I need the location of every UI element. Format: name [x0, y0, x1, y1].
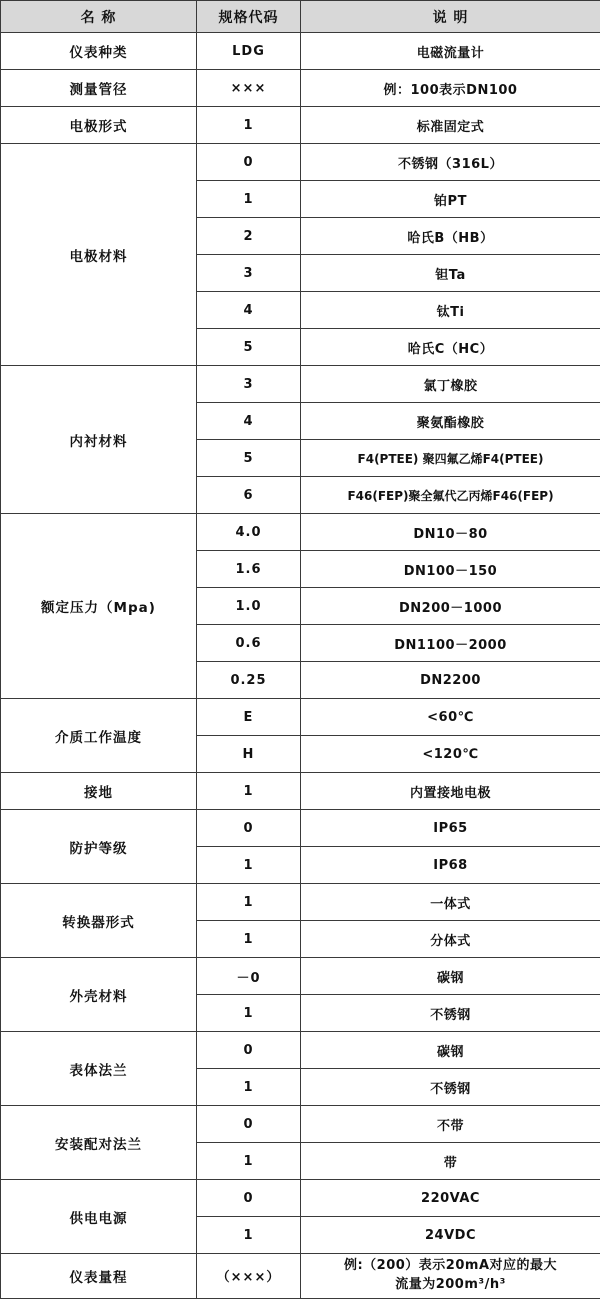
- spec-code-cell: H: [197, 736, 301, 773]
- spec-description-cell: 不锈钢: [301, 995, 600, 1032]
- spec-description-cell: 不带: [301, 1106, 600, 1143]
- spec-description-cell: 例：100表示DN100: [301, 70, 600, 107]
- table-row: [1, 958, 600, 995]
- row-group-name: 表体法兰: [1, 1032, 197, 1106]
- spec-code-cell: 0: [197, 144, 301, 181]
- spec-description-cell: 24VDC: [301, 1217, 600, 1254]
- spec-description-cell: IP68: [301, 847, 600, 884]
- spec-description-cell: 内置接地电极: [301, 773, 600, 810]
- row-group-name: 安装配对法兰: [1, 1106, 197, 1180]
- spec-description-cell: 不锈钢（316L）: [301, 144, 600, 181]
- spec-description-cell: <60℃: [301, 699, 600, 736]
- table-row: [1, 144, 600, 181]
- table-row: [1, 773, 600, 810]
- spec-description-cell: IP65: [301, 810, 600, 847]
- spec-description-cell: 钽Ta: [301, 255, 600, 292]
- row-group-name: 外壳材料: [1, 958, 197, 1032]
- spec-description-cell: 钛Ti: [301, 292, 600, 329]
- spec-description-cell: 带: [301, 1143, 600, 1180]
- description-line-1: 例:（200）表示20mA对应的最大: [305, 1257, 596, 1276]
- table-row: [1, 107, 600, 144]
- spec-code-cell: ×××: [197, 70, 301, 107]
- spec-description-cell: 哈氏C（HC）: [301, 329, 600, 366]
- spec-code-cell: 0: [197, 1180, 301, 1217]
- row-group-name: 介质工作温度: [1, 699, 197, 773]
- column-header-description: 说 明: [301, 1, 600, 33]
- spec-code-cell: 1: [197, 884, 301, 921]
- spec-description-cell: DN200－1000: [301, 588, 600, 625]
- spec-code-cell: 1.0: [197, 588, 301, 625]
- spec-description-cell: DN1100－2000: [301, 625, 600, 662]
- spec-description-cell: [301, 1254, 600, 1299]
- row-group-name: 防护等级: [1, 810, 197, 884]
- table-row: [1, 1032, 600, 1069]
- spec-code-cell: 1: [197, 1217, 301, 1254]
- spec-description-cell: DN2200: [301, 662, 600, 699]
- spec-code-cell: 4: [197, 292, 301, 329]
- spec-code-cell: 6: [197, 477, 301, 514]
- spec-description-cell: 铂PT: [301, 181, 600, 218]
- table-row: [1, 699, 600, 736]
- spec-description-cell: F4(PTEE) 聚四氟乙烯F4(PTEE): [301, 440, 600, 477]
- table-row: [1, 1254, 600, 1299]
- column-header-code: 规格代码: [197, 1, 301, 33]
- row-group-name: 电极材料: [1, 144, 197, 366]
- spec-code-cell: （×××）: [197, 1254, 301, 1299]
- row-group-name: 转换器形式: [1, 884, 197, 958]
- spec-code-cell: 0: [197, 1106, 301, 1143]
- spec-code-cell: 1: [197, 181, 301, 218]
- spec-code-cell: 0: [197, 810, 301, 847]
- table-body: [1, 33, 600, 1299]
- spec-description-cell: 哈氏B（HB）: [301, 218, 600, 255]
- row-group-name: 额定压力（Mpa): [1, 514, 197, 699]
- spec-code-cell: LDG: [197, 33, 301, 70]
- table-row: [1, 810, 600, 847]
- spec-code-cell: 1.6: [197, 551, 301, 588]
- table-row: [1, 884, 600, 921]
- spec-description-cell: <120℃: [301, 736, 600, 773]
- spec-description-cell: F46(FEP)聚全氟代乙丙烯F46(FEP): [301, 477, 600, 514]
- row-group-name: 仪表量程: [1, 1254, 197, 1299]
- spec-code-cell: 4: [197, 403, 301, 440]
- spec-description-cell: DN10－80: [301, 514, 600, 551]
- row-group-name: 测量管径: [1, 70, 197, 107]
- spec-code-cell: 1: [197, 995, 301, 1032]
- column-header-name: 名 称: [1, 1, 197, 33]
- row-group-name: 内衬材料: [1, 366, 197, 514]
- table-row: [1, 33, 600, 70]
- spec-code-cell: －0: [197, 958, 301, 995]
- spec-description-cell: 标准固定式: [301, 107, 600, 144]
- spec-description-cell: DN100－150: [301, 551, 600, 588]
- spec-code-cell: 0.25: [197, 662, 301, 699]
- spec-code-cell: 5: [197, 440, 301, 477]
- description-line-2: 流量为200m³/h³: [305, 1276, 596, 1295]
- spec-code-cell: 2: [197, 218, 301, 255]
- spec-code-cell: 3: [197, 255, 301, 292]
- spec-description-cell: 一体式: [301, 884, 600, 921]
- spec-code-cell: 1: [197, 847, 301, 884]
- spec-code-cell: E: [197, 699, 301, 736]
- row-group-name: 仪表种类: [1, 33, 197, 70]
- spec-description-cell: 氯丁橡胶: [301, 366, 600, 403]
- spec-code-cell: 4.0: [197, 514, 301, 551]
- spec-code-cell: 1: [197, 107, 301, 144]
- spec-code-cell: 0.6: [197, 625, 301, 662]
- table-header: [1, 1, 600, 33]
- spec-description-cell: 电磁流量计: [301, 33, 600, 70]
- spec-description-cell: 碳钢: [301, 1032, 600, 1069]
- spec-description-cell: 220VAC: [301, 1180, 600, 1217]
- spec-code-cell: 1: [197, 773, 301, 810]
- spec-code-cell: 1: [197, 1143, 301, 1180]
- spec-description-cell: 不锈钢: [301, 1069, 600, 1106]
- row-group-name: 供电电源: [1, 1180, 197, 1254]
- row-group-name: 接地: [1, 773, 197, 810]
- table-row: [1, 366, 600, 403]
- table-row: [1, 1106, 600, 1143]
- spec-description-cell: 分体式: [301, 921, 600, 958]
- table-header-row: [1, 1, 600, 33]
- spec-code-cell: 1: [197, 921, 301, 958]
- spec-code-cell: 0: [197, 1032, 301, 1069]
- spec-description-cell: 碳钢: [301, 958, 600, 995]
- spec-code-cell: 5: [197, 329, 301, 366]
- table-row: [1, 1180, 600, 1217]
- table-row: [1, 514, 600, 551]
- spec-description-cell: 聚氨酯橡胶: [301, 403, 600, 440]
- table-row: [1, 70, 600, 107]
- row-group-name: 电极形式: [1, 107, 197, 144]
- spec-code-cell: 1: [197, 1069, 301, 1106]
- spec-code-cell: 3: [197, 366, 301, 403]
